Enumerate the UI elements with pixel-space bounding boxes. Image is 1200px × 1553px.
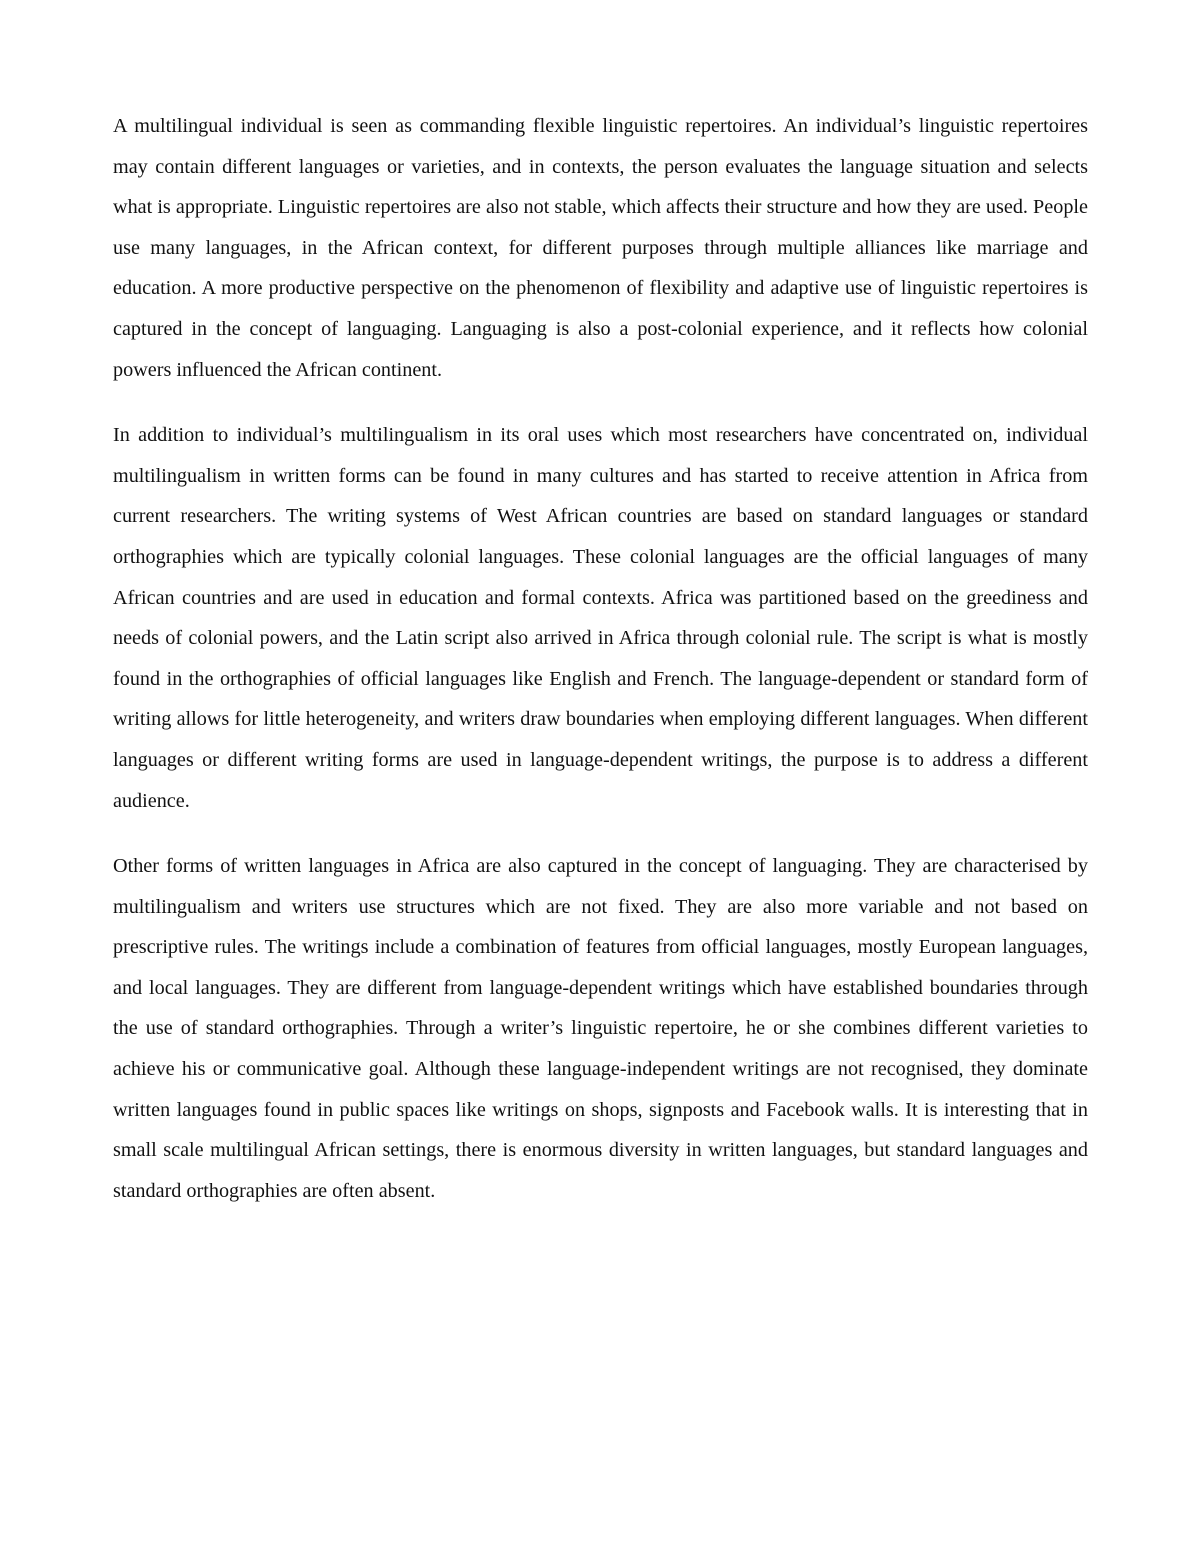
- paragraph-2: In addition to individual’s multilingualism in its oral uses which most researchers have concentrated on, individual multilingualism in written forms can be found in many cultures and has started to receive attention in Africa from current researchers. The writing systems of West African countries are based on standard languages or standard orthographies which are typically colonial languages. These colonial languages are the official languages of many African countries and are used in education and formal contexts. Africa was partitioned based on the greediness and needs of colonial powers, and the Latin script also arrived in Africa through colonial rule. The script is what is mostly found in the orthographies of official languages like English and French. The language-dependent or standard form of writing allows for little heterogeneity, and writers draw boundaries when employing different languages. When different languages or different writing forms are used in language-dependent writings, the purpose is to address a different audience.: [113, 424, 1088, 812]
- paragraph-1: A multilingual individual is seen as commanding flexible linguistic repertoires. An individual’s linguistic repertoires may contain different languages or varieties, and in contexts, the person evaluates the language situation and selects what is appropriate. Linguistic repertoires are also not stable, which affects their structure and how they are used. People use many languages, in the African context, for different purposes through multiple alliances like marriage and education. A more productive perspective on the phenomenon of flexibility and adaptive use of linguistic repertoires is captured in the concept of languaging. Languaging is also a post-colonial experience, and it reflects how colonial powers influenced the African continent.: [113, 115, 1088, 381]
- document-body: [113, 106, 1088, 1211]
- paragraph-3: Other forms of written languages in Africa are also captured in the concept of languaging. They are characterised by multilingualism and writers use structures which are not fixed. They are also more variable and not based on prescriptive rules. The writings include a combination of features from official languages, mostly European languages, and local languages. They are different from language-dependent writings which have established boundaries through the use of standard orthographies. Through a writer’s linguistic repertoire, he or she combines different varieties to achieve his or communicative goal. Although these language-independent writings are not recognised, they dominate written languages found in public spaces like writings on shops, signposts and Facebook walls. It is interesting that in small scale multilingual African settings, there is enormous diversity in written languages, but standard languages and standard orthographies are often absent.: [113, 855, 1088, 1202]
